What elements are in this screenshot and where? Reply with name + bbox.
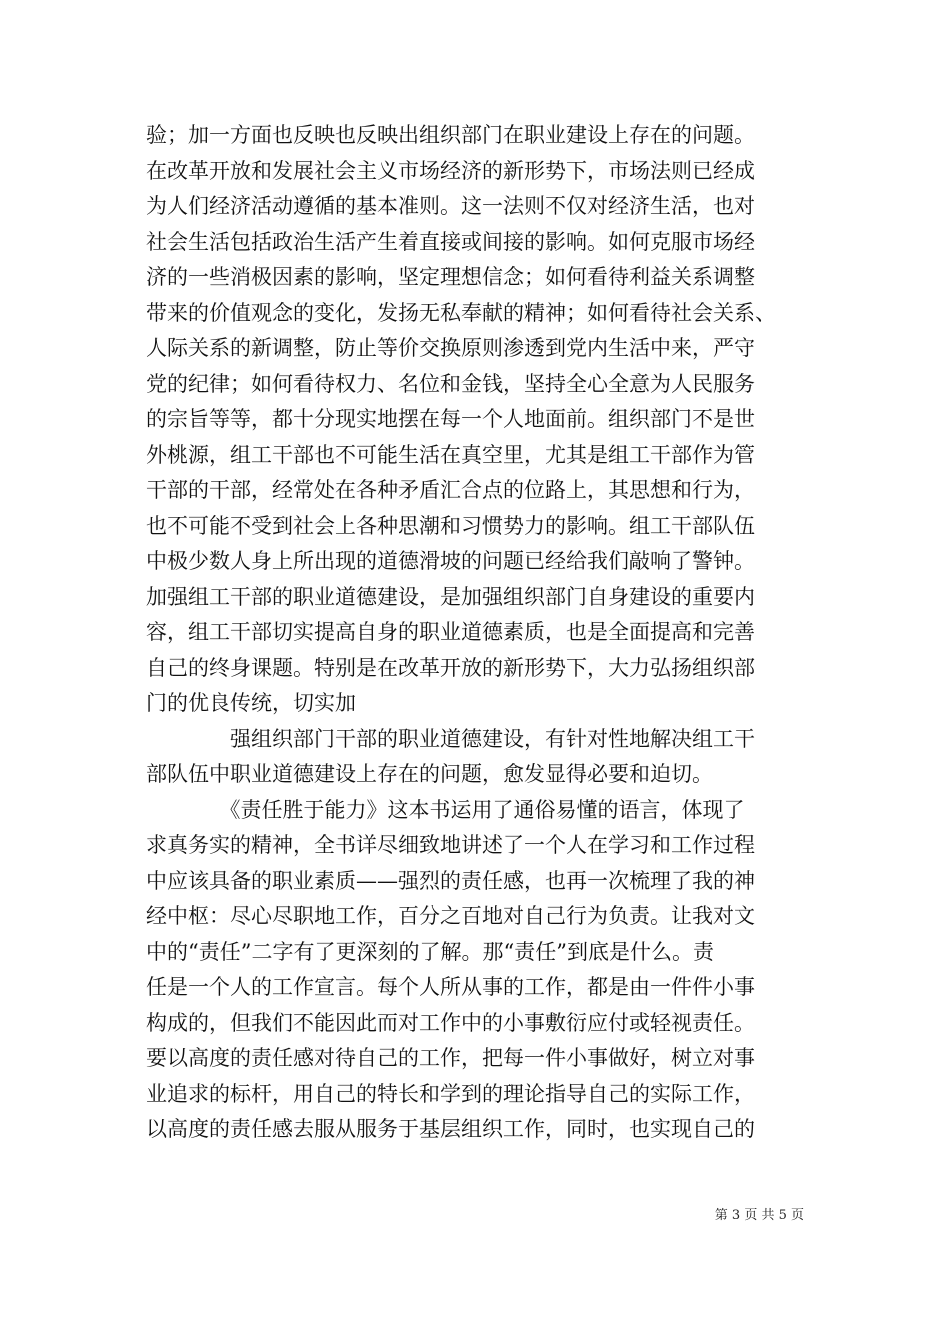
text-line: 中的“责任”二字有了更深刻的了解。那“责任”到底是什么。责 (146, 939, 714, 964)
text-line: 干部的干部，经常处在各种矛盾汇合点的位路上，其思想和行为， (146, 478, 755, 502)
text-line: 中极少数人身上所出现的道德滑坡的问题已经给我们敲响了警钟。 (146, 549, 755, 573)
text-line: 社会生活包括政治生活产生着直接或间接的影响。如何克服市场经 (146, 229, 755, 254)
text-line: 以高度的责任感去服从服务于基层组织工作，同时，也实现自己的 (146, 1117, 755, 1141)
text-line: 门的优良传统，切实加 (146, 691, 356, 715)
text-line: 中应该具备的职业素质——强烈的责任感，也再一次梳理了我的神 (146, 868, 755, 893)
text-line: 带来的价值观念的变化，发扬无私奉献的精神；如何看待社会关系、 (146, 300, 776, 325)
text-line: 要以高度的责任感对待自己的工作，把每一件小事做好，树立对事 (146, 1046, 755, 1070)
text-line: 的宗旨等等，都十分现实地摆在每一个人地面前。组织部门不是世 (146, 407, 755, 431)
text-line: 容，组工干部切实提高自身的职业道德素质，也是全面提高和完善 (146, 620, 755, 644)
text-line: 《责任胜于能力》这本书运用了通俗易懂的语言，体现了 (146, 797, 745, 822)
text-line: 加强组工干部的职业道德建设，是加强组织部门自身建设的重要内 (146, 584, 755, 609)
page-number-footer: 第 3 页 共 5 页 (714, 1208, 804, 1223)
text-line: 部队伍中职业道德建设上存在的问题，愈发显得必要和迫切。 (146, 762, 713, 786)
text-line: 也不可能不受到社会上各种思潮和习惯势力的影响。组工干部队伍 (146, 513, 755, 538)
text-line: 强组织部门干部的职业道德建设，有针对性地解决组工干 (146, 726, 755, 751)
text-line: 自己的终身课题。特别是在改革开放的新形势下，大力弘扬组织部 (146, 655, 755, 680)
body-text (146, 118, 816, 1148)
text-line: 业追求的标杆，用自己的特长和学到的理论指导自己的实际工作， (146, 1081, 755, 1106)
text-line: 人际关系的新调整，防止等价交换原则渗透到党内生活中来，严守 (146, 336, 755, 360)
text-line: 党的纪律；如何看待权力、名位和金钱，坚持全心全意为人民服务 (146, 371, 755, 396)
text-line: 任是一个人的工作宣言。每个人所从事的工作，都是由一件件小事 (146, 975, 755, 999)
text-line: 在改革开放和发展社会主义市场经济的新形势下，市场法则已经成 (146, 158, 755, 183)
text-line: 构成的，但我们不能因此而对工作中的小事敷衍应付或轻视责任。 (146, 1010, 755, 1035)
text-line: 经中枢：尽心尽职地工作，百分之百地对自己行为负责。让我对文 (146, 904, 755, 928)
text-line: 济的一些消极因素的影响，坚定理想信念；如何看待利益关系调整 (146, 265, 755, 289)
text-line: 求真务实的精神，全书详尽细致地讲述了一个人在学习和工作过程 (146, 833, 755, 857)
text-line: 验；加一方面也反映也反映出组织部门在职业建设上存在的问题。 (146, 123, 755, 147)
text-line: 外桃源，组工干部也不可能生活在真空里，尤其是组工干部作为管 (146, 442, 755, 467)
text-line: 为人们经济活动遵循的基本准则。这一法则不仅对经济生活，也对 (146, 194, 755, 218)
